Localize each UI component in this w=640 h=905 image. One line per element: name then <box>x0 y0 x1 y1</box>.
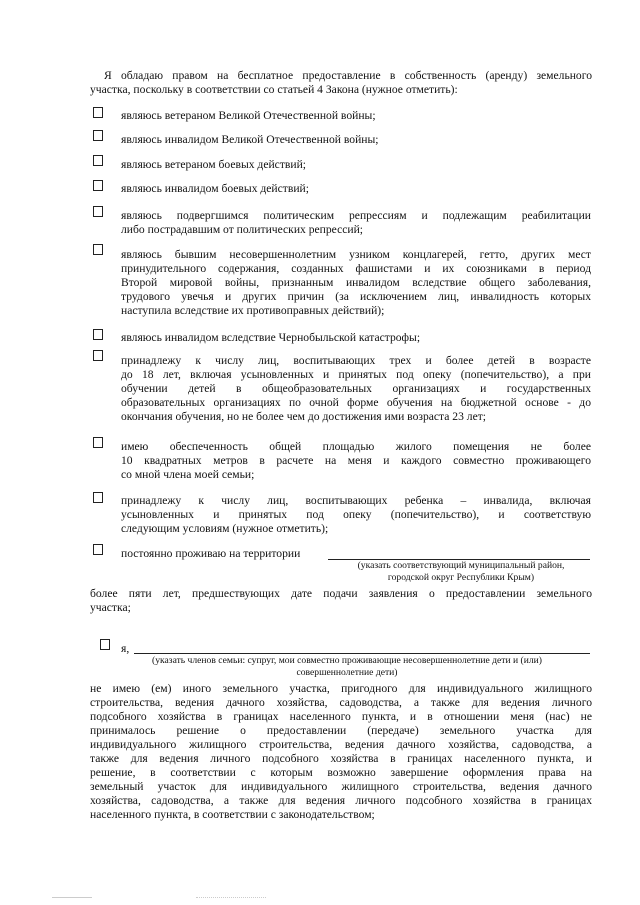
hint-line: совершеннолетние дети) <box>296 667 398 678</box>
territory-hint <box>330 560 592 584</box>
tail-line: более пяти лет, предшествующих дате подачи заявления о предоставлении земельного <box>90 587 592 600</box>
option-text: являюсь подвергшимся политическим репрессиям и подлежащим реабилитации <box>121 209 591 222</box>
option-text: образовательных организациях по очной форме обучения на бюджетной основе - до <box>121 396 591 409</box>
option-text: являюсь инвалидом вследствие Чернобыльской катастрофы; <box>121 331 421 344</box>
option-housing-area <box>121 440 591 482</box>
option-combat-veteran <box>121 158 591 172</box>
option-wwii-veteran <box>121 109 591 123</box>
option-disabled-child <box>121 494 591 536</box>
tail-line: участка; <box>90 601 131 614</box>
checkbox-combat-invalid[interactable] <box>93 180 103 191</box>
checkbox-family[interactable] <box>100 639 110 650</box>
hint-line: (указать соответствующий муниципальный район, <box>357 560 565 571</box>
option-text: являюсь бывшим несовершеннолетним узником концлагерей, гетто, других мест <box>121 248 591 261</box>
final-line: подсобного хозяйства в границах населенного пункта, и в отношении меня (нас) не <box>90 710 592 723</box>
option-chernobyl <box>121 331 591 345</box>
family-prefix <box>121 642 129 656</box>
option-wwii-invalid <box>121 133 591 147</box>
option-concentration-camp <box>121 248 591 318</box>
option-combat-invalid <box>121 182 591 196</box>
option-text: являюсь ветераном Великой Отечественной войны; <box>121 109 376 122</box>
family-members-input-line[interactable] <box>134 653 590 654</box>
option-text: до 18 лет, включая усыновленных и принятых под опеку (попечительство), а при <box>121 368 591 381</box>
final-line: хозяйства, садоводства, а также для ведения личного подсобного хозяйства в границах <box>90 794 592 807</box>
option-text: являюсь ветераном боевых действий; <box>121 158 306 171</box>
option-text: имею обеспеченность общей площадью жилого помещения не более <box>121 440 591 453</box>
hint-line: городской округ Республики Крым) <box>387 572 535 583</box>
intro-paragraph <box>90 69 592 97</box>
option-text: следующим условиям (нужное отметить); <box>121 522 329 535</box>
option-text: принадлежу к числу лиц, воспитывающих ребенка – инвалида, включая <box>121 494 591 507</box>
checkbox-wwii-veteran[interactable] <box>93 107 103 118</box>
option-text: 10 квадратных метров в расчете на меня и каждого совместно проживающего <box>121 454 591 467</box>
option-text: принудительного содержания, созданных фашистами и их союзниками в период <box>121 262 591 275</box>
option-text: со мной члена моей семьи; <box>121 468 255 481</box>
checkbox-concentration-camp[interactable] <box>93 244 103 255</box>
option-text: усыновленных и принятых под опеку (попечительство), и соответствую <box>121 508 591 521</box>
family-prefix-text: я, <box>121 642 130 655</box>
option-text: трудового увечья и других причин (за исключением лиц, инвалидность которых <box>121 290 591 303</box>
option-text: являюсь инвалидом боевых действий; <box>121 182 309 195</box>
checkbox-disabled-child[interactable] <box>93 492 103 503</box>
checkbox-political-repression[interactable] <box>93 206 103 217</box>
option-text: обучении детей в общеобразовательных организациях и государственных <box>121 382 591 395</box>
checkbox-combat-veteran[interactable] <box>93 155 103 166</box>
option-text: наступила вследствие их противоправных действий); <box>121 304 385 317</box>
option-text: либо пострадавшим от политических репрессий; <box>121 223 364 236</box>
final-line: также для ведения личного подсобного хозяйства в границах населенного пункта, и <box>90 752 592 765</box>
intro-line: Я обладаю правом на бесплатное предоставление в собственность (аренду) земельного <box>104 69 592 82</box>
option-text: постоянно проживаю на территории <box>121 547 301 560</box>
option-residence-label <box>121 547 331 561</box>
final-line: населенного пункта, в соответствии с законодательством; <box>90 808 375 821</box>
final-line: решение, в соответствии с которым возможно завершение оформления права на <box>90 766 592 779</box>
option-text: Второй мировой войны, признанным инвалидом вследствие общего заболевания, <box>121 276 591 289</box>
final-line: индивидуального жилищного строительства, ведения дачного хозяйства, садоводства, а <box>90 738 592 751</box>
final-paragraph <box>90 682 592 822</box>
intro-line: участка, поскольку в соответствии со статьей 4 Закона (нужное отметить): <box>90 83 458 96</box>
hint-line: (указать членов семьи: супруг, мои совместно проживающие несовершеннолетние дети и (или) <box>152 655 542 666</box>
final-line: не имею (ем) иного земельного участка, пригодного для индивидуального жилищного <box>90 682 592 695</box>
checkbox-chernobyl[interactable] <box>93 329 103 340</box>
scan-artifact <box>196 897 266 898</box>
option-text: окончания обучения, но не более чем до достижения ими возраста 23 лет; <box>121 410 487 423</box>
checkbox-wwii-invalid[interactable] <box>93 130 103 141</box>
checkbox-housing-area[interactable] <box>93 437 103 448</box>
scan-artifact <box>52 897 92 898</box>
family-hint <box>112 655 582 679</box>
option-text: принадлежу к числу лиц, воспитывающих трех и более детей в возрасте <box>121 354 591 367</box>
option-text: являюсь инвалидом Великой Отечественной войны; <box>121 133 379 146</box>
checkbox-large-family[interactable] <box>93 350 103 361</box>
checkbox-residence[interactable] <box>93 544 103 555</box>
final-line: земельный участок для индивидуального жилищного строительства, ведения дачного <box>90 780 592 793</box>
territory-tail <box>90 587 592 615</box>
option-large-family <box>121 354 591 424</box>
final-line: строительства, ведения дачного хозяйства, садоводства, а также для ведения личного <box>90 696 592 709</box>
option-political-repression <box>121 209 591 237</box>
final-line: принималось решение о предоставлении (передаче) земельного участка для <box>90 724 592 737</box>
